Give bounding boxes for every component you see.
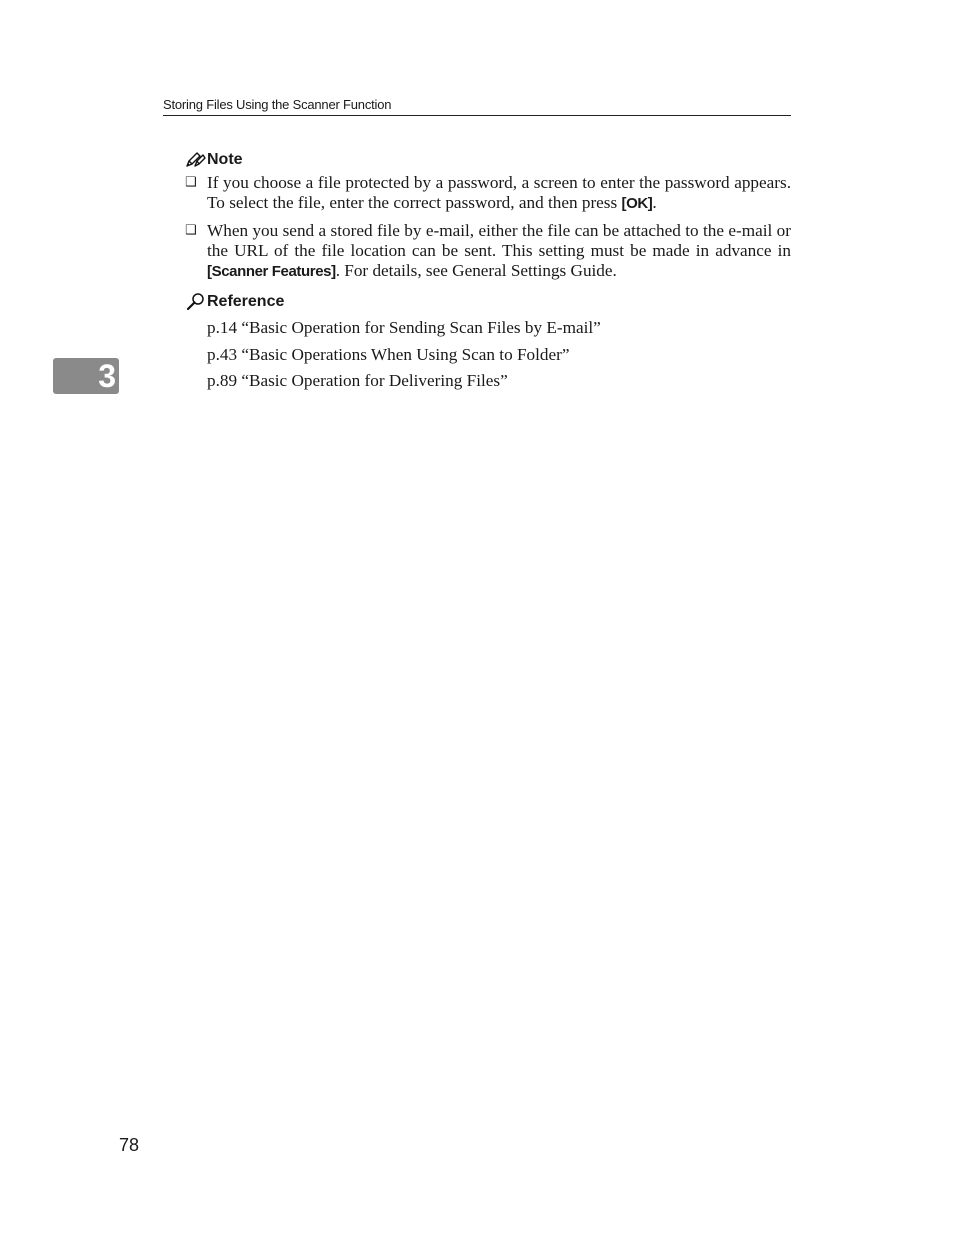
note-item-text [207,173,791,214]
reference-item: p.14 “Basic Operation for Sending Scan Files by E-mail” [207,318,601,337]
ok-key-label: [OK] [621,195,653,212]
checkbox-bullet-icon: ❑ [185,175,197,190]
page-number: 78 [119,1135,140,1155]
reference-item: p.43 “Basic Operations When Using Scan to Folder” [207,344,570,364]
note-text: When you send a stored file by e-mail, either the file can be attached to the e-mail or the URL of the file location can be sent. This setting must be made in advance in [207,221,791,260]
chapter-tab [53,358,119,394]
reference-list [207,318,791,398]
reference-heading-label: Reference [207,293,285,310]
running-header-title: Storing Files Using the Scanner Function [163,97,392,112]
pencil-icon [185,150,207,170]
note-item [185,173,791,214]
chapter-number: 3 [98,358,115,394]
reference-heading [185,291,284,313]
note-text-end: . For details, see General Settings Guide. [335,261,617,280]
scanner-features-key-label: [Scanner Features] [207,263,336,280]
note-item-text [207,221,791,282]
note-list [185,173,791,289]
reference-item: p.89 “Basic Operation for Delivering Files” [207,371,508,390]
checkbox-bullet-icon: ❑ [185,223,197,238]
note-item [185,221,791,282]
note-text: If you choose a file protected by a password, a screen to enter the password appears. To select the file, enter the correct password, and then press [207,173,791,212]
magnifier-icon [185,292,207,312]
running-header [163,96,791,116]
note-heading-label: Note [207,151,243,168]
note-text-end: . [652,193,657,212]
note-heading [185,149,243,171]
